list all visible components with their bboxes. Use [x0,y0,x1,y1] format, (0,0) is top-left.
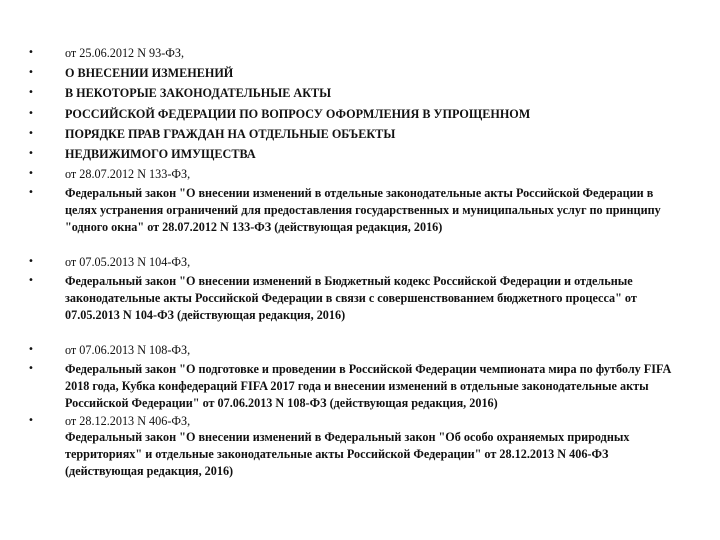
item-text: Федеральный закон "О внесении изменений в Федеральный закон "Об особо охраняемых природных территориях" и отдельные законодательные акты Российской Федерации" от 28.12.2013 N 406-ФЗ (действующая редакция, 2016) [65,430,630,478]
list-item [28,144,688,164]
list-item [28,184,688,235]
item-text: Федеральный закон "О внесении изменений в Бюджетный кодекс Российской Федерации и отдельные законодательные акты Российской Федерации в связи с совершенствованием бюджетного процесса" от 07.05.2013 N 104-ФЗ (действующая редакция, 2016) [65,274,637,322]
bullet-marker: • [28,363,34,375]
item-text: от 28.12.2013 N 406-ФЗ, [65,414,191,429]
item-text: Федеральный закон "О внесении изменений в отдельные законодательные акты Российской Федерации в целях устранения ограничений для предоставления государственных и муниципальных услуг по принципу "одного окна" от 28.07.2012 N 133-ФЗ (действующая редакция, 2016) [65,186,661,234]
bullet-marker: • [28,168,34,180]
item-text: О ВНЕСЕНИИ ИЗМЕНЕНИЙ [65,66,234,81]
list-item [28,272,688,323]
list-item [28,360,688,411]
bullet-marker: • [28,275,34,287]
bullet-marker: • [28,67,34,79]
bullet-list [28,43,688,479]
list-item [28,63,688,83]
list-item [28,83,688,103]
list-item [28,164,688,184]
item-text: от 28.07.2012 N 133-ФЗ, [65,167,191,182]
bullet-marker: • [28,415,34,427]
item-text: НЕДВИЖИМОГО ИМУЩЕСТВА [65,147,256,162]
list-item [28,340,688,360]
list-item [28,124,688,144]
item-text: РОССИЙСКОЙ ФЕДЕРАЦИИ ПО ВОПРОСУ ОФОРМЛЕНИЯ В УПРОЩЕННОМ [65,106,531,121]
bullet-marker: • [28,187,34,199]
list-item [28,43,688,63]
item-text: ПОРЯДКЕ ПРАВ ГРАЖДАН НА ОТДЕЛЬНЫЕ ОБЪЕКТЫ [65,126,396,141]
item-text: от 25.06.2012 N 93-ФЗ, [65,46,185,60]
bullet-marker: • [28,344,34,356]
bullet-marker: • [28,107,34,119]
list-item [28,104,688,124]
item-text: от 07.06.2013 N 108-ФЗ, [65,343,191,358]
list-item [28,252,688,272]
bullet-marker: • [28,256,34,268]
bullet-marker: • [28,87,34,99]
bullet-marker: • [28,148,34,160]
list-item [28,428,688,479]
bullet-marker: • [28,127,34,139]
item-text: В НЕКОТОРЫЕ ЗАКОНОДАТЕЛЬНЫЕ АКТЫ [65,86,332,101]
item-text: Федеральный закон "О подготовке и проведении в Российской Федерации чемпионата мира по футболу FIFA 2018 года, Кубка конфедераций FIFA 2017 года и внесении изменений в отдельные законодательные акты Российской Федерации" от 07.06.2013 N 108-ФЗ (действующая редакция, 2016) [65,362,671,410]
item-text: от 07.05.2013 N 104-ФЗ, [65,255,191,270]
bullet-marker: • [28,47,34,58]
